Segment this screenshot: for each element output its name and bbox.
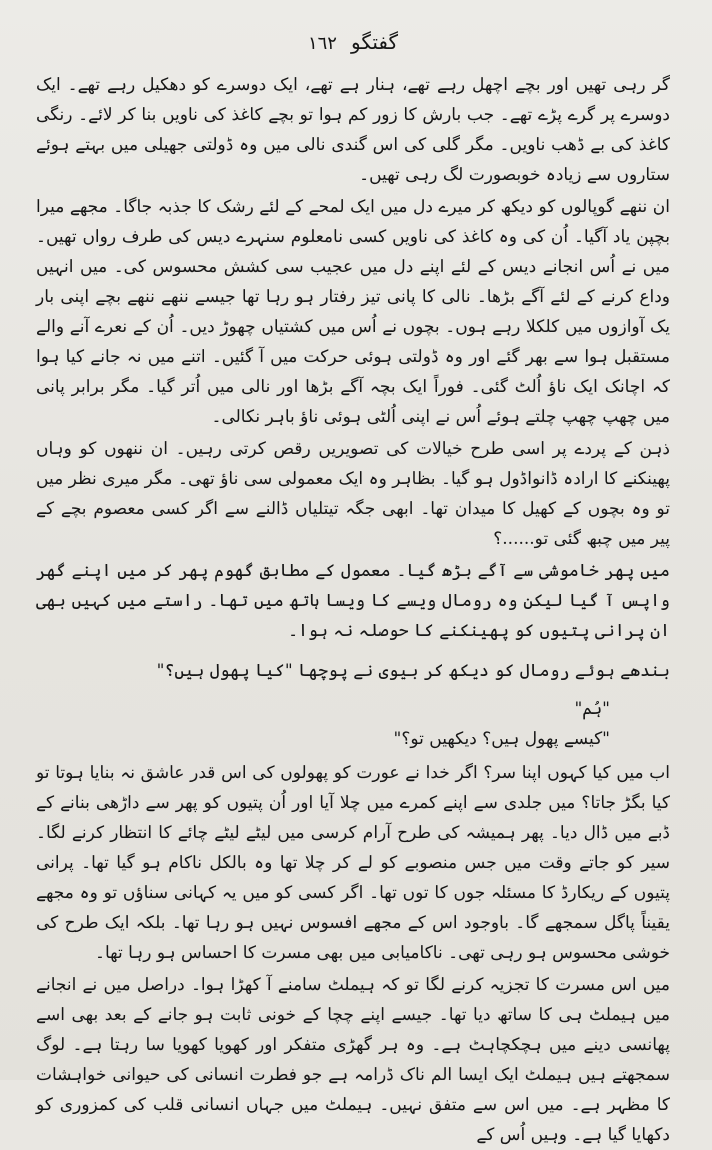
paragraph-6: اب میں کیا کہوں اپنا سر؟ اگر خدا نے عورت کو پھولوں کی اس قدر عاشق نہ بنایا ہوتا تو کیا بگڑ جاتا؟ میں جلدی سے اپنے کمرے میں چلا آیا اور اُن پتیوں کو پھر سے داڑھی بنانے کے ڈبے میں ڈال دیا۔ پھر ہمیشہ کی طرح آرام کرسی میں لیٹے لیٹے چائے کا انتظار کرنے لگا۔ سیر کو جاتے وقت میں جس منصوبے کو لے کر چلا تھا وہ بالکل ناکام ہو گیا تھا۔ پرانی پتیوں کے ریکارڈ کا مسئلہ جوں کا توں تھا۔ اگر کسی کو میں یہ کہانی سناؤں تو وہ مجھے یقیناً پاگل سمجھے گا۔ باوجود اس کے مجھے افسوس نہیں ہو رہا تھا۔ بلکہ ایک طرح کی خوشی محسوس ہو رہی تھی۔ ناکامیابی میں بھی مسرت کا احساس ہو رہا تھا۔: [36, 763, 670, 963]
paragraph-7: میں اس مسرت کا تجزیہ کرنے لگا تو کہ ہیملٹ سامنے آ کھڑا ہوا۔ دراصل میں نے انجانے میں ہیملٹ ہی کا ساتھ دیا تھا۔ جیسے اپنے چچا کے خونی ثابت ہو جانے کے بعد بھی اسے پھانسی دینے میں ہچکچاہٹ ہے۔ وہ ہر گھڑی متفکر اور کھویا کھویا سا رہتا ہے۔ لوگ سمجھتے ہیں ہیملٹ ایک ایسا الم ناک ڈرامہ ہے جو فطرت انسانی کی حیوانی خواہشات کا مظہر ہے۔ میں اس سے متفق نہیں۔ ہیملٹ میں جہاں انسانی قلب کی کمزوری کو دکھایا گیا ہے۔ وہیں اُس کے: [36, 975, 670, 1145]
paragraph-2: ان ننھے گوپالوں کو دیکھ کر میرے دل میں ایک لمحے کے لئے رشک کا جذبہ جاگا۔ مجھے میرا بچپن یاد آگیا۔ اُن کی وہ کاغذ کی ناویں کسی نامعلوم سنہرے دیس کی طرف رواں تھیں۔ میں نے اُس انجانے دیس کے لئے اپنے دل میں عجیب سی کشش محسوس کی۔ میں انہیں وداع کرنے کے لئے آگے بڑھا۔ نالی کا پانی تیز رفتار ہو رہا تھا جیسے ننھے ننھے بچے اپنی بار یک آوازوں میں کلکلا رہے ہوں۔ بچوں نے اُس میں کشتیاں چھوڑ دیں۔ اُن کے نعرے آنے والے مستقبل ہوا سے بھر گئے اور وہ ڈولتی ہوئی حرکت میں آ گئیں۔ اتنے میں نہ جانے کیا ہوا کہ اچانک ایک ناؤ اُلٹ گئی۔ فوراً ایک بچہ آگے بڑھا اور نالی میں اُتر گیا۔ مگر برابر پانی میں چھپ چھپ چلتے ہوئے اُس نے اپنی اُلٹی ہوئی ناؤ باہر نکالی۔: [36, 197, 670, 427]
paragraph-5: بندھے ہوئے رومال کو دیکھ کر بیوی نے پوچھا "کیا پھول ہیں؟": [156, 661, 670, 681]
paragraph-4: میں پھر خاموشی سے آگے بڑھ گیا۔ معمول کے مطابق گھوم پھر کر میں اپنے گھر واپس آ گیا لیکن وہ رومال ویسے کا ویسا ہاتھ میں تھا۔ راستے میں کہیں بھی ان پرانی پتیوں کو پھینکنے کا حوصلہ نہ ہوا۔: [36, 561, 670, 641]
page-number: ١٦٢: [307, 33, 337, 54]
dialogue-block: [36, 694, 670, 754]
paragraph-3: ذہن کے پردے پر اسی طرح خیالات کی تصویریں رقص کرتی رہیں۔ ان ننھوں کو وہاں پھینکنے کا ارادہ ڈانواڈول ہو گیا۔ بظاہر وہ ایک معمولی سی ناؤ تھی۔ مگر میری نظر میں تو وہ بچوں کے کھیل کا میدان تھا۔ ابھی جگہ تیتلیاں ڈالنے سے اگر کسی معصوم بچے کے پیر میں چبھ گئی تو......؟: [36, 439, 670, 549]
body-text: [36, 70, 670, 1150]
dialogue-line-1: "ہُم": [574, 699, 610, 719]
page-title: گفتگو: [350, 30, 399, 54]
dialogue-line-2: "کیسے پھول ہیں؟ دیکھیں تو؟": [393, 729, 610, 749]
paragraph-1: گر رہی تھیں اور بچے اچھل رہے تھے، ہنار ہے تھے، ایک دوسرے کو دھکیل رہے تھے۔ ایک دوسرے پر گرے پڑے تھے۔ جب بارش کا زور کم ہوا تو بچے کاغذ کی ناویں بنا کر لائے۔ رنگی کاغذ کی بے ڈھب ناویں۔ مگر گلی کی اس گندی نالی میں وہ ڈولتی جھیلی میں بہتے ہوئے ستاروں سے زیادہ خوبصورت لگ رہی تھیں۔: [36, 75, 670, 185]
page-header: [36, 30, 670, 62]
